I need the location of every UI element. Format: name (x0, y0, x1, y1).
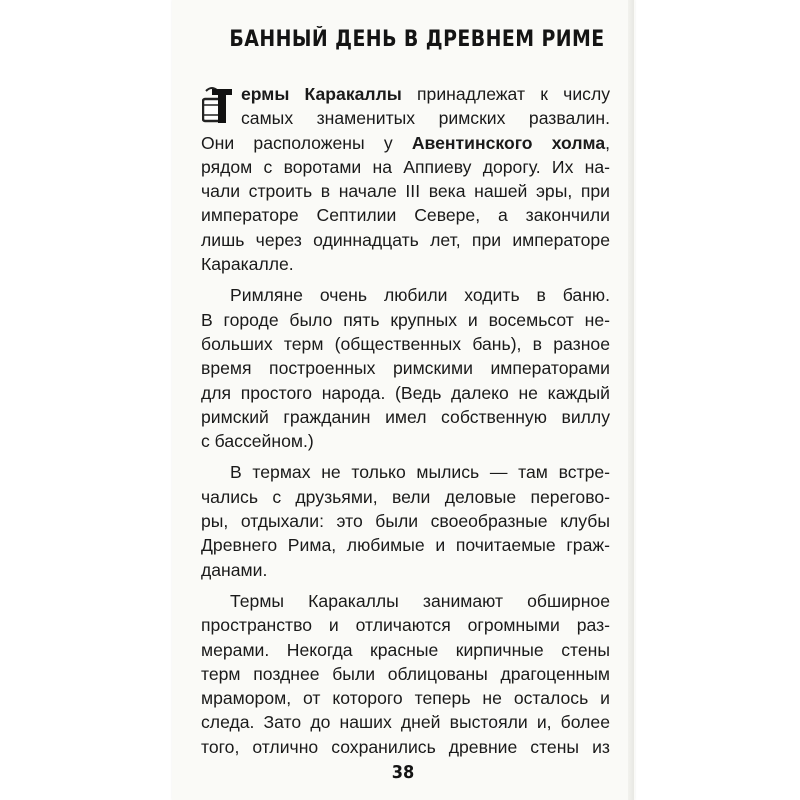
paragraph: В термах не только мылись — там встре- чались с друзьями, вели деловые перегово- ры, отдыхали: это были своеобразные клубы Древнего Рима, любимые и почитаемые граж- данами. (201, 462, 610, 580)
bold-term: ермы Каракаллы (241, 84, 402, 104)
paragraph: Римляне очень любили ходить в баню. В городе было пять крупных и восемьсот не- больших терм (общественных бань), в разное время построенных римскими императорами для простого народа. (Ведь далеко не каждый римский гражданин имел собственную виллу с бассейном.) (201, 285, 610, 452)
bold-term: Авентинского холма (411, 132, 606, 153)
chapter-title: БАННЫЙ ДЕНЬ В ДРЕВНЕМ РИМЕ (229, 27, 605, 52)
paragraph: ермы Каракаллы принадлежат к числу самых знаменитых римских развалин. Они расположены у Авентинского холма, рядом с воротами на Аппиеву дорогу. Их на- чали строить в начале III века нашей эры, при императоре Септилии Севере, а закончили лишь через одиннадцать лет, при императоре Каракалле. (201, 84, 611, 275)
paragraph: Термы Каракаллы занимают обширное пространство и отличаются огромными раз- мерами. Некогда красные кирпичные стены терм позднее были облицованы драгоценным мрамором, от которого теперь не осталось и следа. Зато до наших дней выстояли и, более того, отлично сохранились древние стены из (201, 590, 610, 757)
body-text (201, 82, 610, 759)
page-number: 38 (391, 762, 415, 783)
page-edge (628, 0, 634, 800)
